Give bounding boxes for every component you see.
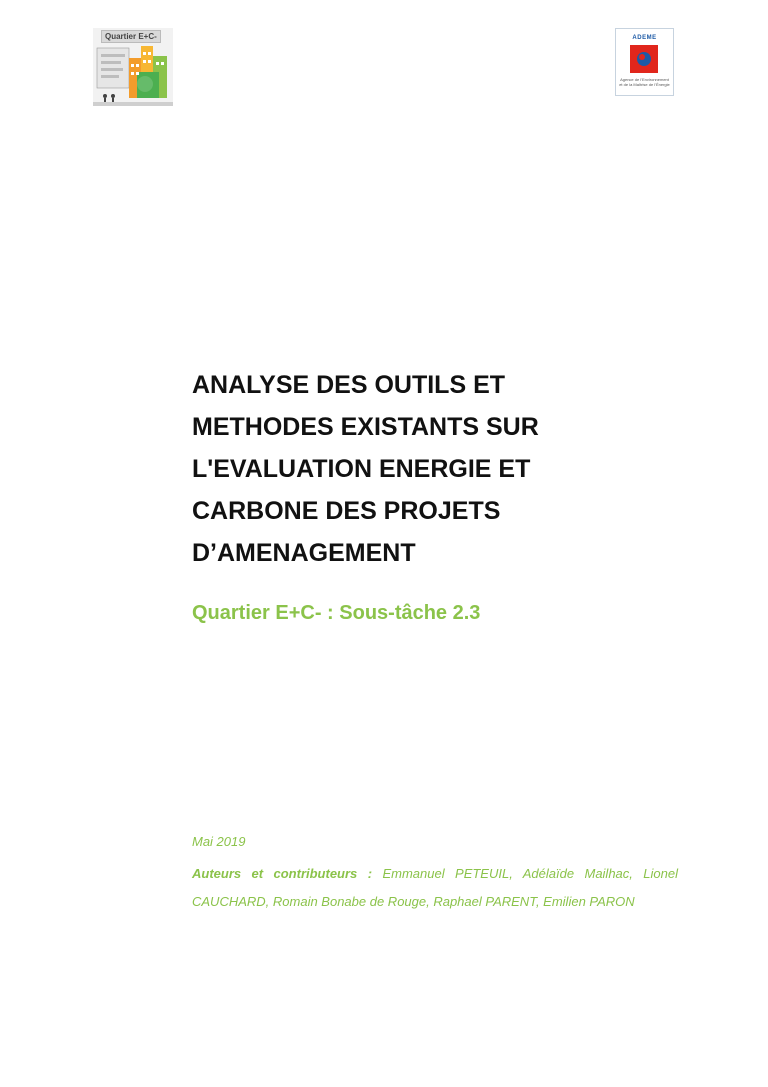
title-line: ANALYSE DES OUTILS ET — [192, 371, 506, 399]
publication-date: Mai 2019 — [192, 834, 246, 849]
ademe-logo — [615, 28, 674, 96]
title-line: METHODES EXISTANTS SUR — [192, 413, 539, 441]
ademe-emblem-icon — [630, 45, 658, 73]
title-line: D’AMENAGEMENT — [192, 539, 416, 567]
quartier-ec-logo — [93, 28, 173, 106]
document-subtitle: Quartier E+C- : Sous-tâche 2.3 — [192, 602, 481, 624]
ademe-logo-subtext: Agence de l'Environnement et de la Maîtrise de l'Énergie — [619, 77, 670, 87]
document-title — [192, 364, 612, 574]
ademe-logo-text: ADEME — [632, 35, 657, 41]
quartier-ec-logo-text: Quartier E+C- — [101, 30, 161, 43]
authors-names: Emmanuel PETEUIL, Adélaïde Mailhac, Lionel CAUCHARD, Romain Bonabe de Rouge, Raphael PARENT, Emilien PARON — [192, 866, 679, 909]
authors-block — [192, 860, 678, 916]
title-line: CARBONE DES PROJETS — [192, 497, 501, 525]
title-line: L'EVALUATION ENERGIE ET — [192, 455, 531, 483]
authors-label: Auteurs et contributeurs : — [192, 866, 373, 881]
